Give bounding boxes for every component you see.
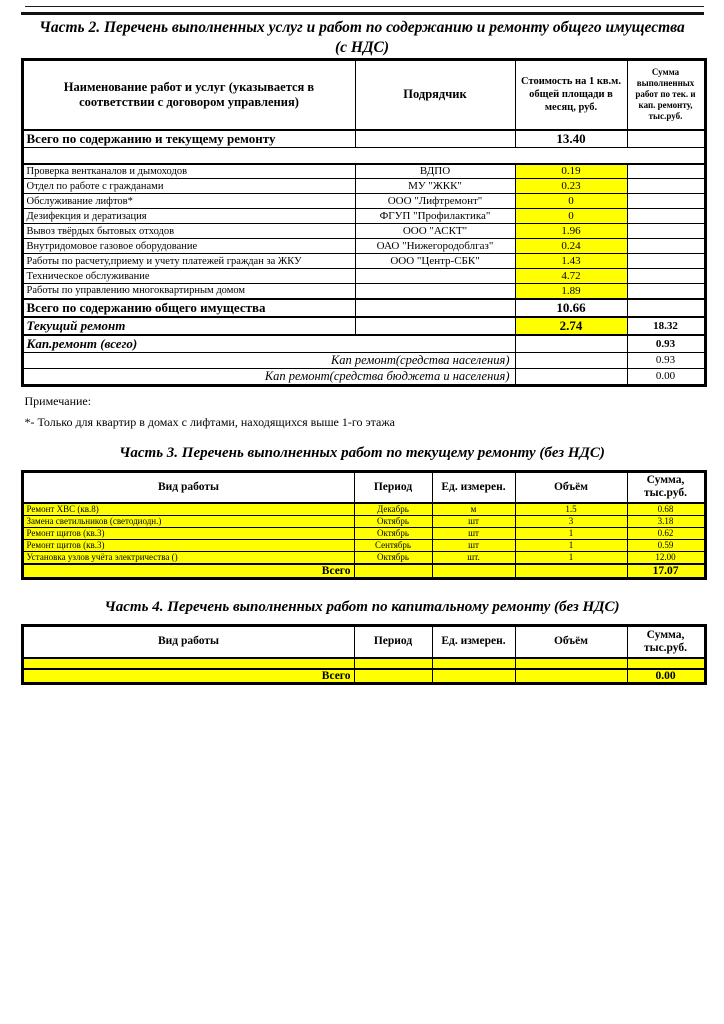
cell-total-label: Всего (22, 564, 354, 579)
cell-volume: 1 (515, 528, 627, 540)
table-row (22, 254, 705, 269)
cell-sum (627, 658, 705, 669)
cell-subtotal-cost: 10.66 (515, 299, 627, 317)
cell-contractor: ООО "Центр-СБК" (355, 254, 515, 269)
part4-total-row (22, 669, 705, 684)
cell-period (354, 658, 432, 669)
cell-sum (627, 254, 705, 269)
part2-table (21, 58, 707, 387)
cell-period: Октябрь (354, 516, 432, 528)
cell-period: Декабрь (354, 503, 432, 516)
cell-cost: 0.23 (515, 179, 627, 194)
cell-unit: м (432, 503, 515, 516)
cell-current-label: Текущий ремонт (22, 317, 355, 335)
cell-empty (354, 669, 432, 684)
part4-title: Часть 4. Перечень выполненных работ по капитальному ремонту (без НДС) (104, 599, 620, 615)
cell-sum (627, 224, 705, 239)
current-repair-row (22, 317, 705, 335)
cell-cost: 1.43 (515, 254, 627, 269)
cell-sum: 0.62 (627, 528, 705, 540)
cell-unit: шт (432, 528, 515, 540)
subtotal-row (22, 299, 705, 317)
header-cost: Стоимость на 1 кв.м. общей площади в месяц, руб. (515, 60, 627, 130)
cell-volume (515, 658, 627, 669)
cell-current-contractor (355, 317, 515, 335)
table-row (22, 209, 705, 224)
cell-cost: 0 (515, 194, 627, 209)
document-page (21, 0, 704, 685)
cell-capital-sum: 0.93 (627, 335, 705, 353)
cell-unit: шт (432, 540, 515, 552)
cell-capital-cost (515, 335, 627, 353)
cell-capital-label: Кап.ремонт (всего) (22, 335, 515, 353)
capital-sub-row (22, 352, 705, 368)
cell-period: Сентябрь (354, 540, 432, 552)
table-row (22, 658, 705, 669)
spacer-cell (22, 148, 705, 164)
cell-sum (627, 284, 705, 299)
cell-work: Ремонт щитов (кв.3) (22, 540, 354, 552)
part3-table (21, 470, 707, 581)
cell-sum (627, 164, 705, 179)
cell-cost: 4.72 (515, 269, 627, 284)
header-period: Период (354, 626, 432, 658)
cell-volume: 1 (515, 552, 627, 565)
cell-sum: 3.18 (627, 516, 705, 528)
table-row (22, 540, 705, 552)
cell-work-name: Обслуживание лифтов* (22, 194, 355, 209)
cell-work: Ремонт ХВС (кв.8) (22, 503, 354, 516)
cell-total-cost: 13.40 (515, 130, 627, 148)
table-row (22, 224, 705, 239)
cell-empty (432, 564, 515, 579)
cell-subtotal-contractor (355, 299, 515, 317)
cell-total-sum: 0.00 (627, 669, 705, 684)
cell-work (22, 658, 354, 669)
top-thin-rule (25, 6, 704, 7)
note-title: Примечание: (24, 393, 92, 408)
header-volume: Объём (515, 471, 627, 503)
cell-work: Установка узлов учёта электричества () (22, 552, 354, 565)
table-row (22, 164, 705, 179)
part2-title-line2: (с НДС) (334, 39, 390, 56)
part4-table (21, 624, 707, 685)
cell-subtotal-sum (627, 299, 705, 317)
cell-contractor: ООО "Лифтремонт" (355, 194, 515, 209)
cell-sum (627, 194, 705, 209)
cell-subtotal-label: Всего по содержанию общего имущества (22, 299, 355, 317)
cell-empty (515, 564, 627, 579)
cell-cost: 1.89 (515, 284, 627, 299)
cell-work: Ремонт щитов (кв.3) (22, 528, 354, 540)
header-unit: Ед. измерен. (432, 626, 515, 658)
cell-total-contractor (355, 130, 515, 148)
cell-volume: 3 (515, 516, 627, 528)
table-row (22, 284, 705, 299)
part3-title: Часть 3. Перечень выполненных работ по текущему ремонту (без НДС) (119, 444, 605, 461)
cell-work-name: Вывоз твёрдых бытовых отходов (22, 224, 355, 239)
header-sum: Сумма выполненных работ по тек. и кап. ремонту, тыс.руб. (627, 60, 705, 130)
cell-work: Замена светильников (светодиодн.) (22, 516, 354, 528)
header-sum: Сумма, тыс.руб. (627, 471, 705, 503)
cell-sum: 0.68 (627, 503, 705, 516)
top-thick-rule (21, 12, 704, 15)
header-period: Период (354, 471, 432, 503)
cell-contractor: ОАО "Нижегородоблгаз" (355, 239, 515, 254)
cell-sum (627, 179, 705, 194)
header-unit: Ед. измерен. (432, 471, 515, 503)
cell-sum: 12.00 (627, 552, 705, 565)
total-maintenance-row (22, 130, 705, 148)
header-volume: Объём (515, 626, 627, 658)
cell-contractor: ООО "АСКТ" (355, 224, 515, 239)
cell-cost: 1.96 (515, 224, 627, 239)
table-row (22, 528, 705, 540)
cell-current-sum: 18.32 (627, 317, 705, 335)
cell-period: Октябрь (354, 528, 432, 540)
cell-contractor (355, 284, 515, 299)
part2-title (21, 18, 704, 58)
cell-work-name: Работы по расчету,приему и учету платежей граждан за ЖКУ (22, 254, 355, 269)
note-footnote: *- Только для квартир в домах с лифтами, находящихся выше 1-го этажа (24, 414, 395, 429)
cell-cost: 0.19 (515, 164, 627, 179)
cell-capsub-cost (515, 352, 627, 368)
capital-repair-row (22, 335, 705, 353)
cell-contractor: ВДПО (355, 164, 515, 179)
cell-capsub-label: Кап ремонт(средства населения) (22, 352, 515, 368)
table-row (22, 179, 705, 194)
table-row (22, 516, 705, 528)
header-work: Вид работы (22, 471, 354, 503)
cell-work-name: Отдел по работе с гражданами (22, 179, 355, 194)
cell-total-label: Всего по содержанию и текущему ремонту (22, 130, 355, 148)
cell-empty (432, 669, 515, 684)
header-work: Вид работы (22, 626, 354, 658)
part3-header-row (22, 471, 705, 503)
spacer-row (22, 148, 705, 164)
part2-header-row (22, 60, 705, 130)
cell-total-sum (627, 130, 705, 148)
cell-empty (354, 564, 432, 579)
cell-contractor: МУ "ЖКК" (355, 179, 515, 194)
cell-period: Октябрь (354, 552, 432, 565)
table-row (22, 503, 705, 516)
cell-empty (515, 669, 627, 684)
cell-cost: 0.24 (515, 239, 627, 254)
table-row (22, 239, 705, 254)
cell-work-name: Работы по управлению многоквартирным домом (22, 284, 355, 299)
capital-sub-row (22, 368, 705, 385)
table-row (22, 269, 705, 284)
cell-cost: 0 (515, 209, 627, 224)
cell-capsub-cost (515, 368, 627, 385)
table-row (22, 552, 705, 565)
cell-capsub-label: Кап ремонт(средства бюджета и населения) (22, 368, 515, 385)
cell-contractor (355, 269, 515, 284)
cell-volume: 1 (515, 540, 627, 552)
cell-unit: шт. (432, 552, 515, 565)
cell-total-label: Всего (22, 669, 354, 684)
table-row (22, 194, 705, 209)
cell-capsub-sum: 0.00 (627, 368, 705, 385)
part4-header-row (22, 626, 705, 658)
cell-sum: 0.59 (627, 540, 705, 552)
cell-work-name: Дезифекция и дератизация (22, 209, 355, 224)
cell-work-name: Проверка вентканалов и дымоходов (22, 164, 355, 179)
part2-title-line1: Часть 2. Перечень выполненных услуг и работ по содержанию и ремонту общего имущества (39, 19, 685, 36)
cell-work-name: Техническое обслуживание (22, 269, 355, 284)
header-name: Наименование работ и услуг (указывается в соответствии с договором управления) (22, 60, 355, 130)
cell-total-sum: 17.07 (627, 564, 705, 579)
header-contractor: Подрядчик (355, 60, 515, 130)
cell-sum (627, 239, 705, 254)
cell-unit (432, 658, 515, 669)
cell-unit: шт (432, 516, 515, 528)
header-sum: Сумма, тыс.руб. (627, 626, 705, 658)
cell-volume: 1.5 (515, 503, 627, 516)
cell-work-name: Внутридомовое газовое оборудование (22, 239, 355, 254)
cell-sum (627, 209, 705, 224)
cell-current-cost: 2.74 (515, 317, 627, 335)
part3-total-row (22, 564, 705, 579)
cell-contractor: ФГУП "Профилактика" (355, 209, 515, 224)
cell-sum (627, 269, 705, 284)
cell-capsub-sum: 0.93 (627, 352, 705, 368)
